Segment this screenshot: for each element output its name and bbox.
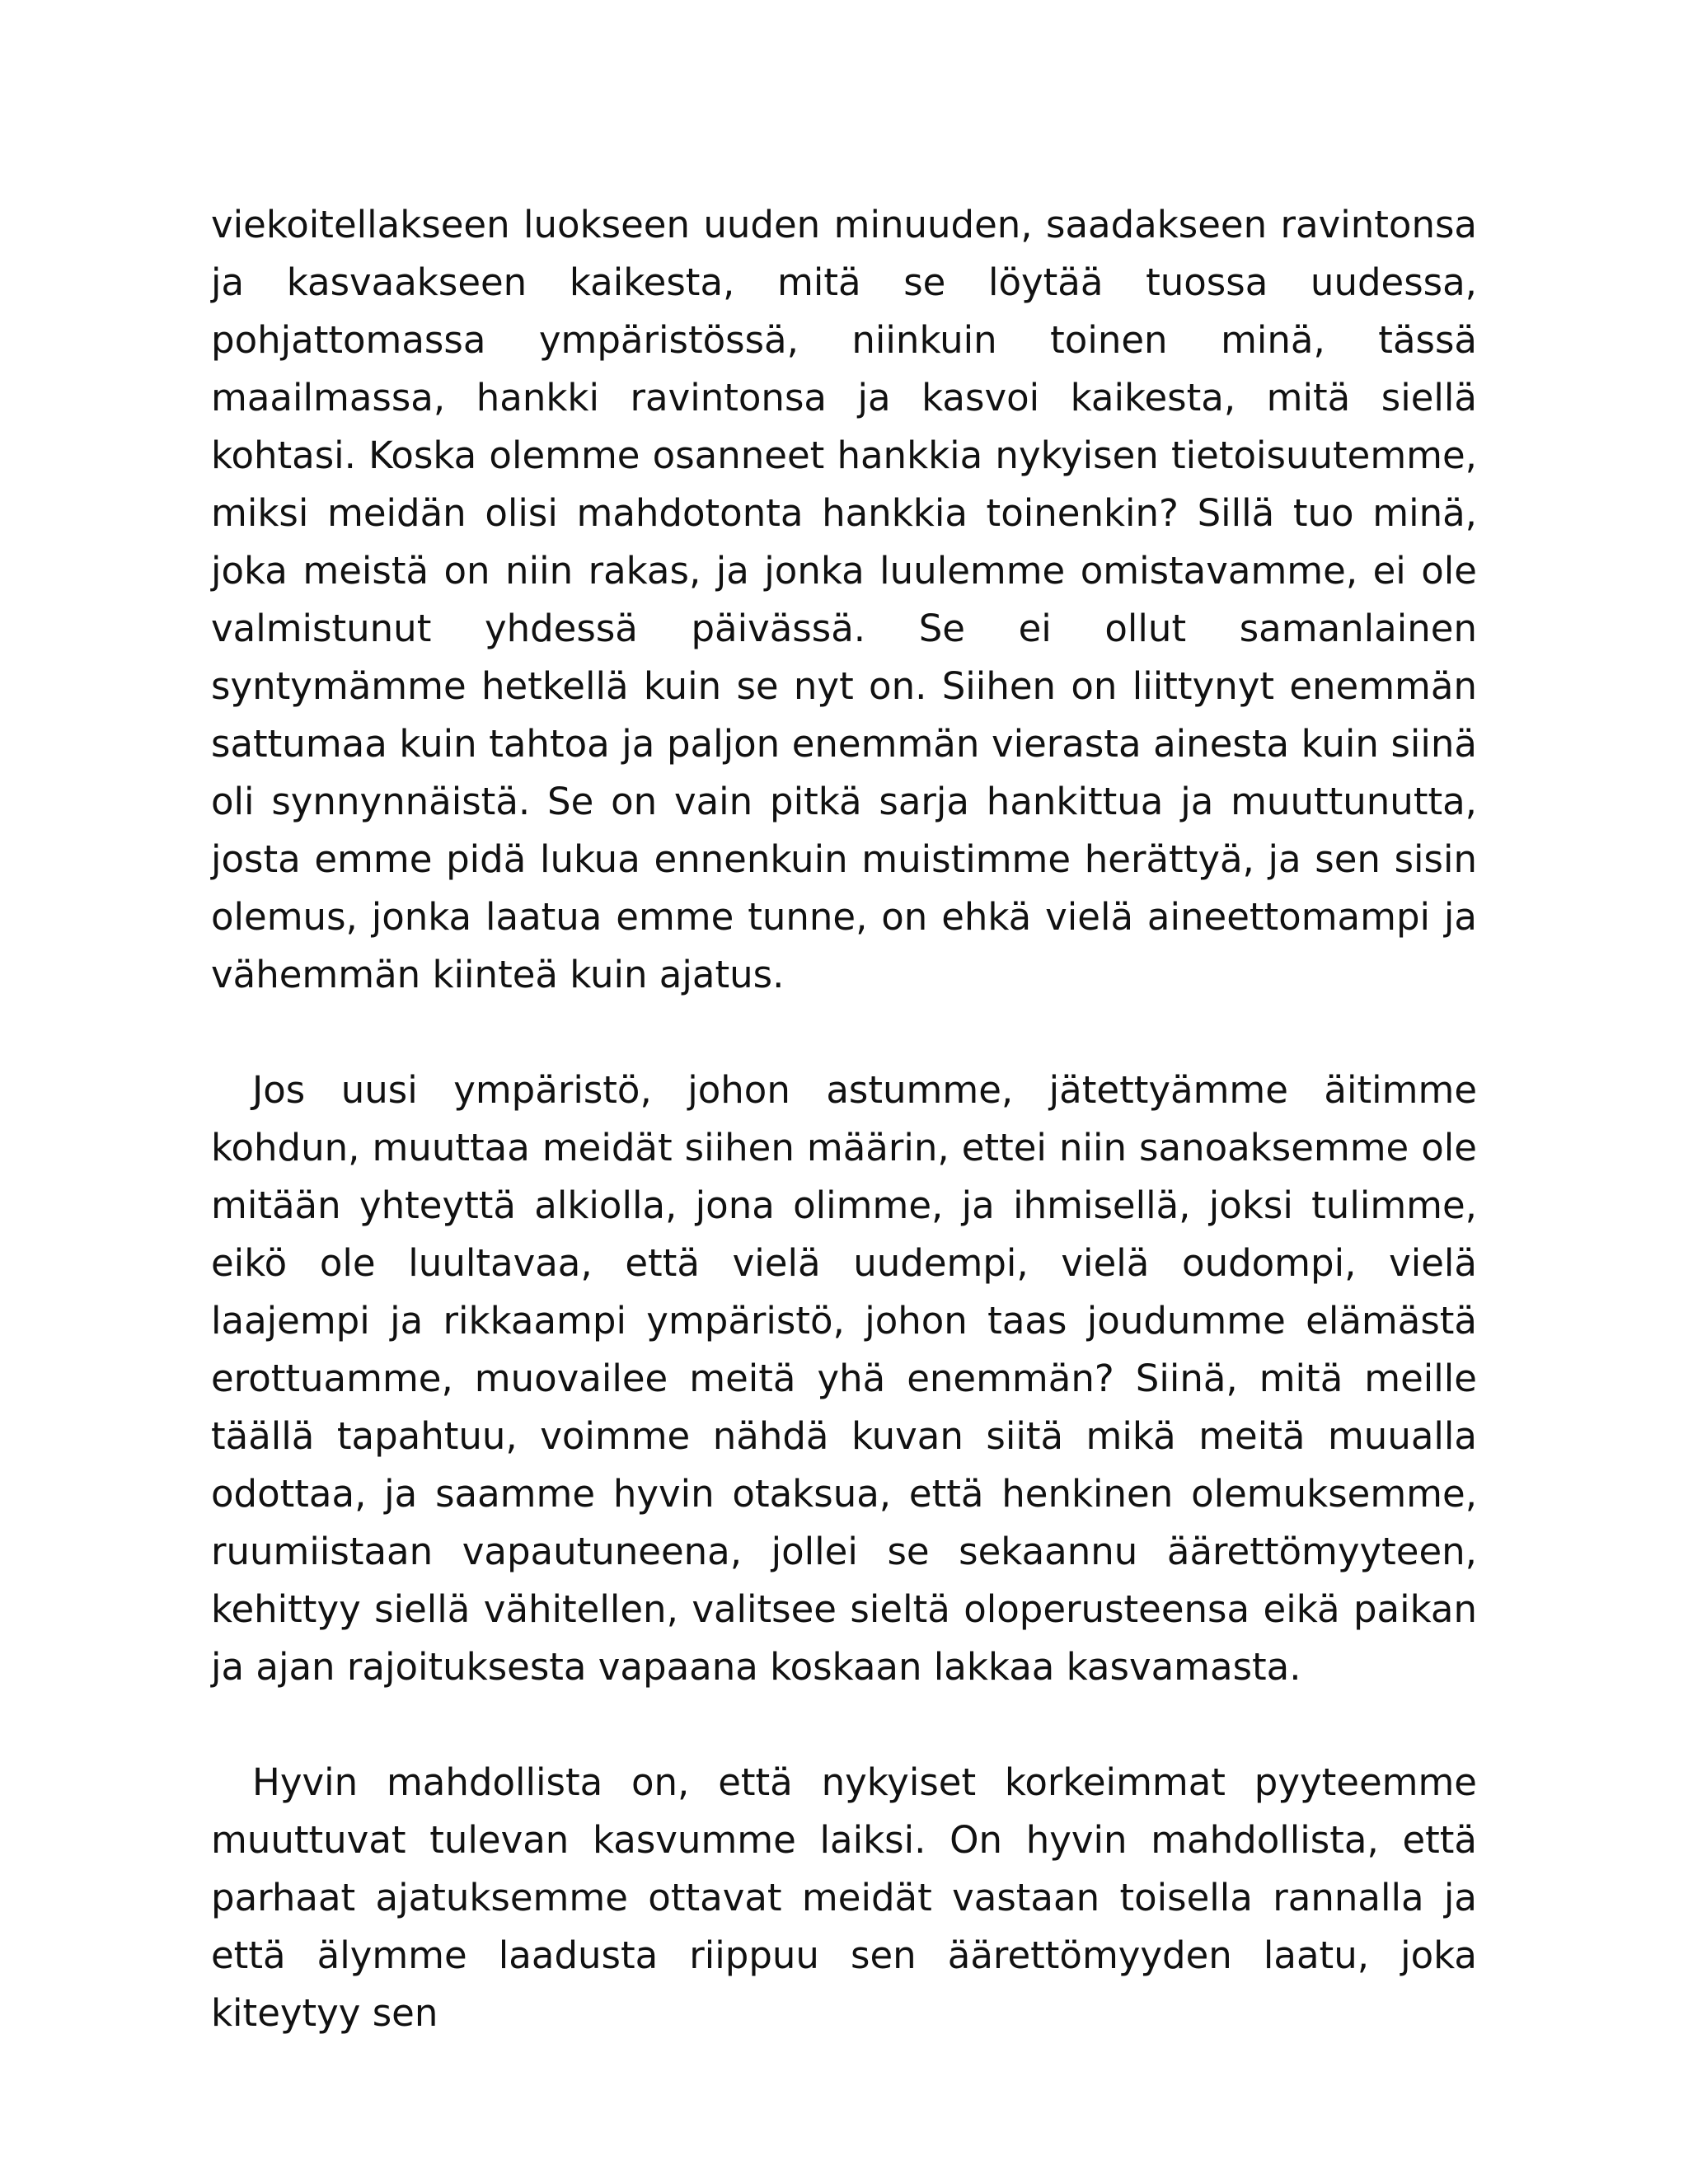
paragraph-2: Jos uusi ympäristö, johon astumme, jätettyämme äitimme kohdun, muuttaa meidät siihen määrin, ettei niin sanoaksemme ole mitään yhteyttä alkiolla, jona olimme, ja ihmisellä, joksi tulimme, eikö ole luultavaa, että vielä uudempi, vielä oudompi, vielä laajempi ja rikkaampi ympäristö, johon taas joudumme elämästä erottuamme, muovailee meitä yhä enemmän? Siinä, mitä meille täällä tapahtuu, voimme nähdä kuvan siitä mikä meitä muualla odottaa, ja saamme hyvin otaksua, että henkinen olemuksemme, ruumiistaan vapautuneena, jollei se sekaannu äärettömyyteen, kehittyy siellä vähitellen, valitsee sieltä oloperusteensa eikä paikan ja ajan rajoituksesta vapaana koskaan lakkaa kasvamasta. [211,1068,1477,1689]
paragraph-3: Hyvin mahdollista on, että nykyiset korkeimmat pyyteemme muuttuvat tulevan kasvumme laiksi. On hyvin mahdollista, että parhaat ajatuksemme ottavat meidät vastaan toisella rannalla ja että älymme laadusta riippuu sen äärettömyyden laatu, joka kiteytyy sen [211,1760,1477,2035]
body-text [211,196,1477,2042]
paragraph-1: viekoitellakseen luokseen uuden minuuden, saadakseen ravintonsa ja kasvaakseen kaikesta, mitä se löytää tuossa uudessa, pohjattomassa ympäristössä, niinkuin toinen minä, tässä maailmassa, hankki ravintonsa ja kasvoi kaikesta, mitä siellä kohtasi. Koska olemme osanneet hankkia nykyisen tietoisuutemme, miksi meidän olisi mahdotonta hankkia toinenkin? Sillä tuo minä, joka meistä on niin rakas, ja jonka luulemme omistavamme, ei ole valmistunut yhdessä päivässä. Se ei ollut samanlainen syntymämme hetkellä kuin se nyt on. Siihen on liittynyt enemmän sattumaa kuin tahtoa ja paljon enemmän vierasta ainesta kuin siinä oli synnynnäistä. Se on vain pitkä sarja hankittua ja muuttunutta, josta emme pidä lukua ennenkuin muistimme herättyä, ja sen sisin olemus, jonka laatua emme tunne, on ehkä vielä aineettomampi ja vähemmän kiinteä kuin ajatus. [211,203,1477,996]
